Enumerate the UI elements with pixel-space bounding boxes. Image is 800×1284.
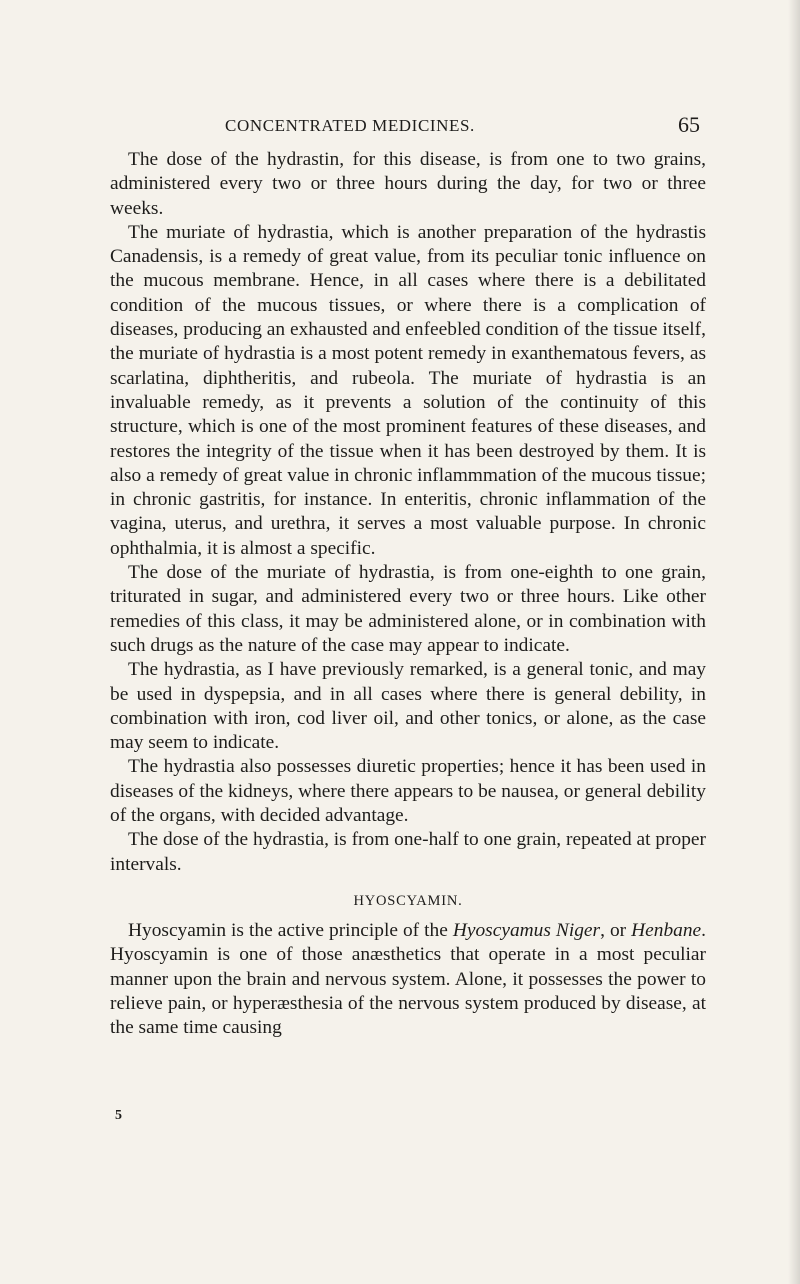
paragraph: The dose of the muriate of hydrastia, is from one-eighth to one grain, triturated in sugar, and administered every two or three hours. Like other remedies of this class, it may be administered alone, or in combination with such drugs as the nature of the case may appear to indicate. <box>110 562 706 656</box>
paragraph: The hydrastia also possesses diuretic properties; hence it has been used in diseases of the kidneys, where there appears to be nausea, or general debility of the organs, with decided advantage. <box>110 756 706 827</box>
signature-mark: 5 <box>115 1108 122 1123</box>
running-title: CONCENTRATED MEDICINES. <box>225 116 475 135</box>
section-intro-middle: , or <box>600 919 632 941</box>
page-edge-shadow <box>788 0 800 1284</box>
page-number: 65 <box>678 112 700 137</box>
section-heading: HYOSCYAMIN. <box>353 892 463 909</box>
italic-term-henbane: Henbane <box>631 919 702 941</box>
section-intro-before: Hyoscyamin is the active principle of the <box>128 919 453 941</box>
paragraph: The muriate of hydrastia, which is another preparation of the hydrastis Canadensis, is a remedy of great value, from its peculiar tonic influence on the mucous membrane. Hence, in all cases where there is a debilitated condition of the mucous tissues, or where there is a complication of diseases, producing an exhausted and enfeebled condition of the tissue itself, the muriate of hydrastia is a most potent remedy in exanthematous fevers, as scarlatina, diphtheritis, and rubeola. The muriate of hydrastia is an invaluable remedy, as it prevents a solution of the continuity of this structure, which is one of the most prominent features of these diseases, and restores the integrity of the tissue when it has been destroyed by them. It is also a remedy of great value in chronic inflammmation of the mucous tissue; in chronic gastritis, for instance. In enteritis, chronic inflammation of the vagina, uterus, and urethra, it serves a most valuable purpose. In chronic ophthalmia, it is almost a specific. <box>110 221 706 559</box>
paragraph: The dose of the hydrastin, for this disease, is from one to two grains, administered every two or three hours during the day, for two or three weeks. <box>110 149 706 219</box>
running-head <box>225 112 700 140</box>
body-text <box>110 148 706 1040</box>
section-intro-after: . Hyoscyamin is one of those anæsthetics that operate in a most peculiar manner upon the brain and nervous system. Alone, it possesses the power to relieve pain, or hyperæsthesia of the nervous system produced by disease, at the same time causing <box>110 919 706 1039</box>
paragraph: The hydrastia, as I have previously remarked, is a general tonic, and may be used in dyspepsia, and in all cases where there is general debility, in combination with iron, cod liver oil, and other tonics, or alone, as the case may seem to indicate. <box>110 659 706 754</box>
italic-term-hyoscyamus: Hyoscyamus Niger <box>452 919 601 941</box>
paragraph: The dose of the hydrastia, is from one-half to one grain, repeated at proper intervals. <box>110 829 706 875</box>
section-paragraph <box>110 919 706 1040</box>
